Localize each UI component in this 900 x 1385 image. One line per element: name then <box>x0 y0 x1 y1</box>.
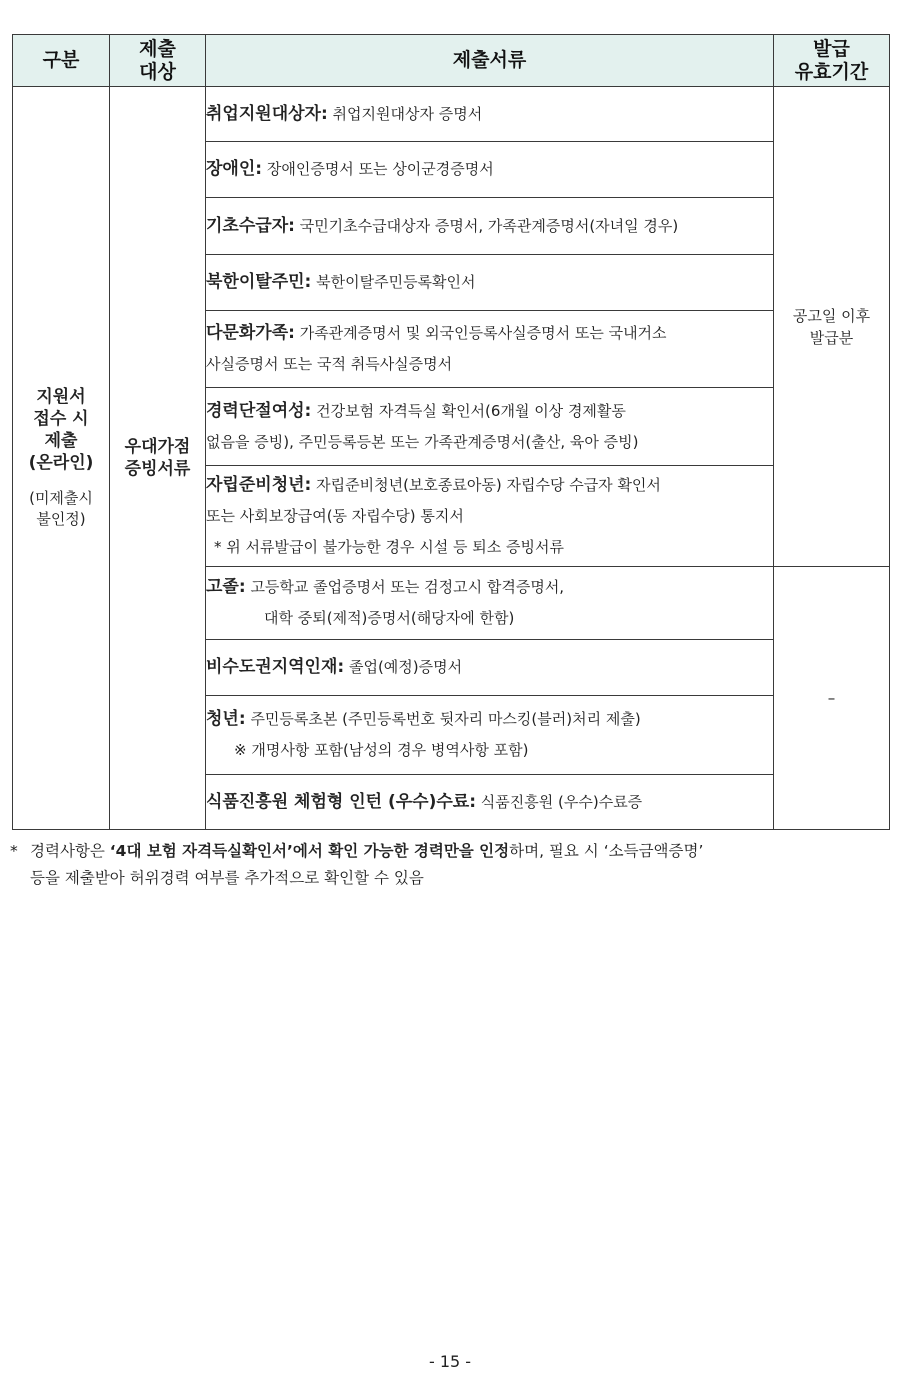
document-item-intern-completion: 식품진흥원 체험형 인턴 (우수)수료: 식품진흥원 (우수)수료증 <box>206 775 774 830</box>
document-item-veterans: 취업지원대상자: 취업지원대상자 증명서 <box>206 87 774 142</box>
documents-table <box>12 34 890 830</box>
target-cell: 우대가점 증빙서류 <box>110 87 206 830</box>
document-item-youth: 청년: 주민등록초본 (주민등록번호 뒷자리 마스킹(블러)처리 제출) ※ 개명사항 포함(남성의 경우 병역사항 포함) <box>206 696 774 775</box>
document-item-independent-youth: 자립준비청년: 자립준비청년(보호종료아동) 자립수당 수급자 확인서 또는 사회보장급여(동 자립수당) 통지서 * 위 서류발급이 불가능한 경우 시설 등 퇴소 증빙서류 <box>206 466 774 567</box>
footnote: * 경력사항은 ‘4대 보험 자격득실확인서’에서 확인 가능한 경력만을 인정하며, 필요 시 ‘소득금액증명’ 등을 제출받아 허위경력 여부를 추가적으로 확인할 수 있음 <box>10 842 704 887</box>
header-documents: 제출서류 <box>206 35 774 87</box>
page-number: - 15 - <box>428 1352 472 1371</box>
table-row <box>13 87 890 142</box>
header-category: 구분 <box>13 35 110 87</box>
document-item-non-capital-talent: 비수도권지역인재: 졸업(예정)증명서 <box>206 640 774 696</box>
category-note: (미제출시 불인정) <box>29 489 93 528</box>
category-cell: 지원서 접수 시 제출 (온라인) (미제출시 불인정) <box>13 87 110 830</box>
document-item-high-school-graduate: 고졸: 고등학교 졸업증명서 또는 검정고시 합격증명서, 대학 중퇴(제적)증명서(해당자에 한함) <box>206 567 774 640</box>
document-item-career-break-women: 경력단절여성: 건강보험 자격득실 확인서(6개월 이상 경제활동 없음을 증빙), 주민등록등본 또는 가족관계증명서(출산, 육아 증빙) <box>206 388 774 466</box>
document-item-disabled: 장애인: 장애인증명서 또는 상이군경증명서 <box>206 142 774 198</box>
document-item-basic-livelihood: 기초수급자: 국민기초수급대상자 증명서, 가족관계증명서(자녀일 경우) <box>206 198 774 255</box>
validity-cell-none: – <box>774 567 890 830</box>
header-validity: 발급 유효기간 <box>774 35 890 87</box>
header-row <box>13 35 890 87</box>
validity-cell-issued-after-notice: 공고일 이후 발급분 <box>774 87 890 567</box>
document-item-multicultural-family: 다문화가족: 가족관계증명서 및 외국인등록사실증명서 또는 국내거소 사실증명서 또는 국적 취득사실증명서 <box>206 311 774 388</box>
header-target: 제출 대상 <box>110 35 206 87</box>
document-item-north-korean-defector: 북한이탈주민: 북한이탈주민등록확인서 <box>206 255 774 311</box>
